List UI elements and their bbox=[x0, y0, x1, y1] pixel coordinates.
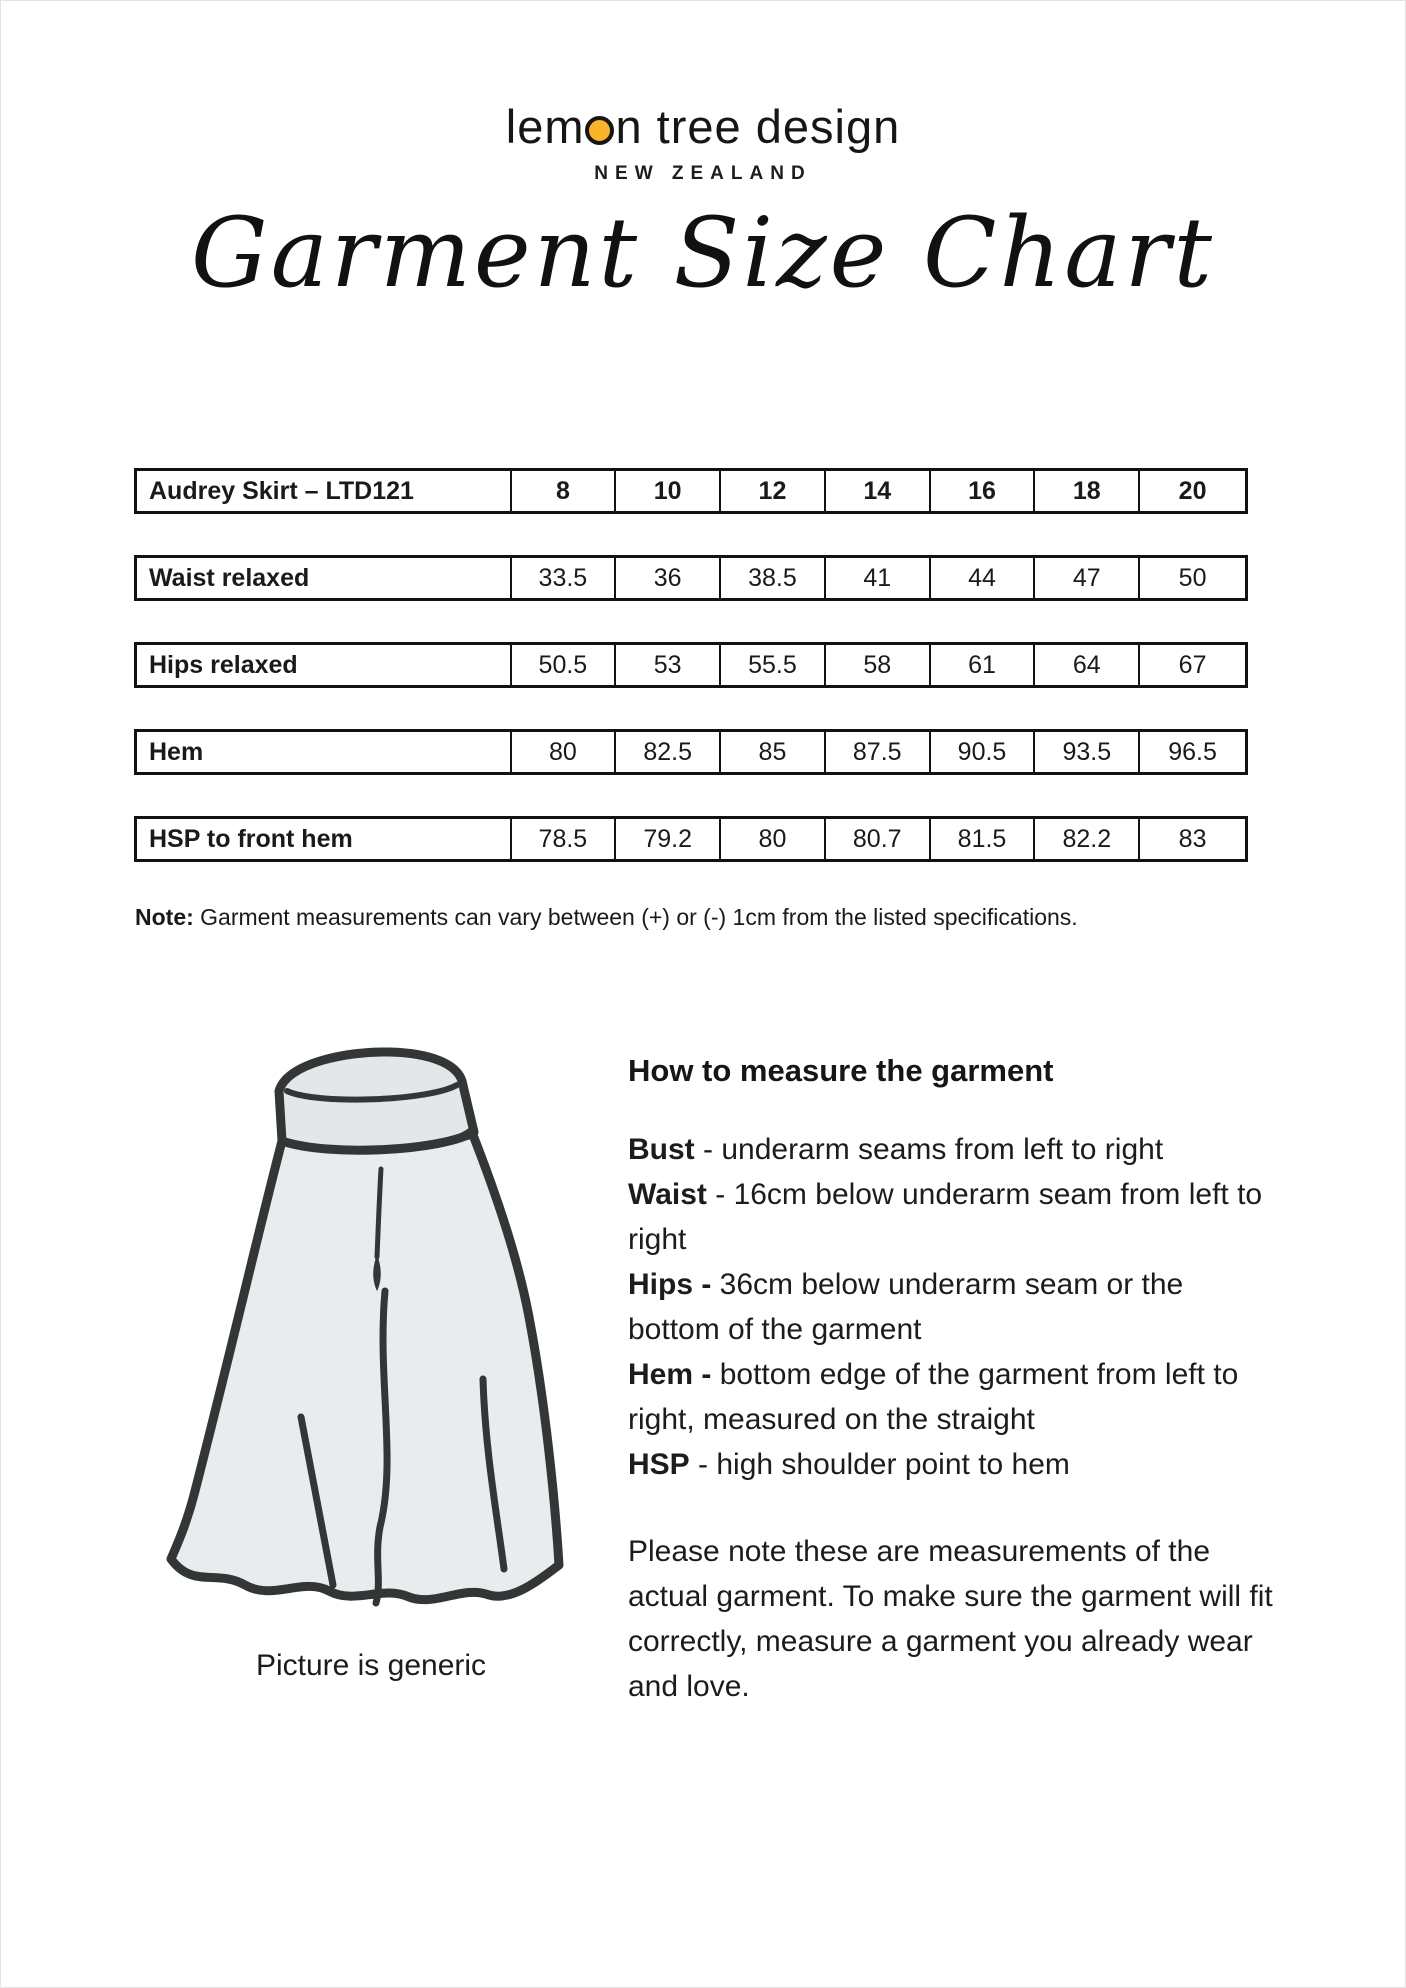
size-header-cell: 18 bbox=[1035, 471, 1140, 511]
size-header-cell: 12 bbox=[721, 471, 826, 511]
row-label: Hips relaxed bbox=[137, 645, 512, 685]
value-cell: 85 bbox=[721, 732, 826, 772]
value-cell: 44 bbox=[931, 558, 1036, 598]
note-prefix: Note: bbox=[135, 904, 194, 930]
garment-name-cell: Audrey Skirt – LTD121 bbox=[137, 471, 512, 511]
value-cell: 38.5 bbox=[721, 558, 826, 598]
skirt-illustration bbox=[151, 1029, 591, 1629]
size-header-cell: 20 bbox=[1178, 476, 1207, 505]
value-cell: 36 bbox=[616, 558, 721, 598]
brand-name-pre: lem bbox=[505, 100, 585, 153]
measure-term-bust: Bust bbox=[628, 1133, 695, 1166]
size-header-cell: 16 bbox=[931, 471, 1036, 511]
measure-term-hem: Hem - bbox=[628, 1358, 712, 1391]
brand-logo bbox=[1, 99, 1405, 185]
measure-desc-bust: - underarm seams from left to right bbox=[694, 1133, 1164, 1166]
measure-desc-hips: 36cm below underarm seam or the bottom of the garment bbox=[628, 1268, 1184, 1346]
value-cell: 83 bbox=[1178, 824, 1207, 853]
measure-desc-hsp: - high shoulder point to hem bbox=[689, 1448, 1070, 1481]
value-cell: 33.5 bbox=[512, 558, 617, 598]
value-cell: 50.5 bbox=[512, 645, 617, 685]
value-cell: 64 bbox=[1035, 645, 1140, 685]
row-label: Hem bbox=[137, 732, 512, 772]
value-cell: 67 bbox=[1178, 650, 1207, 679]
value-cell: 90.5 bbox=[931, 732, 1036, 772]
value-cell: 82.2 bbox=[1035, 819, 1140, 859]
value-cell: 80.7 bbox=[826, 819, 931, 859]
measure-footnote: Please note these are measurements of the actual garment. To make sure the garment will fit correctly, measure a garment you already wear and love. bbox=[628, 1535, 1273, 1703]
value-cell: 96.5 bbox=[1168, 737, 1217, 766]
page-title: Garment Size Chart bbox=[191, 197, 1215, 309]
value-cell: 41 bbox=[826, 558, 931, 598]
table-row-hips bbox=[134, 642, 1248, 688]
size-table-header-row bbox=[134, 468, 1248, 514]
how-to-measure-heading: How to measure the garment bbox=[628, 1053, 1054, 1088]
brand-name bbox=[1, 99, 1405, 154]
value-cell: 53 bbox=[616, 645, 721, 685]
value-cell: 58 bbox=[826, 645, 931, 685]
brand-country: NEW ZEALAND bbox=[594, 163, 812, 184]
lemon-dot-icon bbox=[585, 116, 614, 145]
measure-desc-hem: bottom edge of the garment from left to right, measured on the straight bbox=[628, 1358, 1239, 1436]
row-label: HSP to front hem bbox=[137, 819, 512, 859]
tolerance-note bbox=[135, 904, 1078, 931]
table-row-waist bbox=[134, 555, 1248, 601]
value-cell: 61 bbox=[931, 645, 1036, 685]
size-header-cell: 10 bbox=[616, 471, 721, 511]
value-cell: 47 bbox=[1035, 558, 1140, 598]
measure-term-hsp: HSP bbox=[628, 1448, 690, 1481]
value-cell: 78.5 bbox=[512, 819, 617, 859]
value-cell: 82.5 bbox=[616, 732, 721, 772]
value-cell: 80 bbox=[512, 732, 617, 772]
note-text: Garment measurements can vary between (+) or (-) 1cm from the listed specifications. bbox=[193, 904, 1078, 930]
how-to-measure-section bbox=[628, 1053, 1280, 1739]
measure-definitions bbox=[628, 1127, 1280, 1487]
value-cell: 93.5 bbox=[1035, 732, 1140, 772]
illustration-caption: Picture is generic bbox=[255, 1649, 487, 1682]
value-cell: 81.5 bbox=[931, 819, 1036, 859]
value-cell: 87.5 bbox=[826, 732, 931, 772]
table-row-hem bbox=[134, 729, 1248, 775]
table-row-hsp bbox=[134, 816, 1248, 862]
size-header-cell: 14 bbox=[826, 471, 931, 511]
skirt-illustration-box bbox=[151, 1029, 591, 1634]
value-cell: 80 bbox=[721, 819, 826, 859]
size-table bbox=[134, 468, 1248, 903]
measure-desc-waist: - 16cm below underarm seam from left to right bbox=[628, 1178, 1263, 1256]
value-cell: 55.5 bbox=[721, 645, 826, 685]
brand-name-post: n tree design bbox=[615, 100, 901, 153]
value-cell: 79.2 bbox=[616, 819, 721, 859]
value-cell: 50 bbox=[1178, 563, 1207, 592]
measure-term-waist: Waist bbox=[628, 1178, 707, 1211]
measure-term-hips: Hips - bbox=[628, 1268, 712, 1301]
size-header-cell: 8 bbox=[512, 471, 617, 511]
row-label: Waist relaxed bbox=[137, 558, 512, 598]
